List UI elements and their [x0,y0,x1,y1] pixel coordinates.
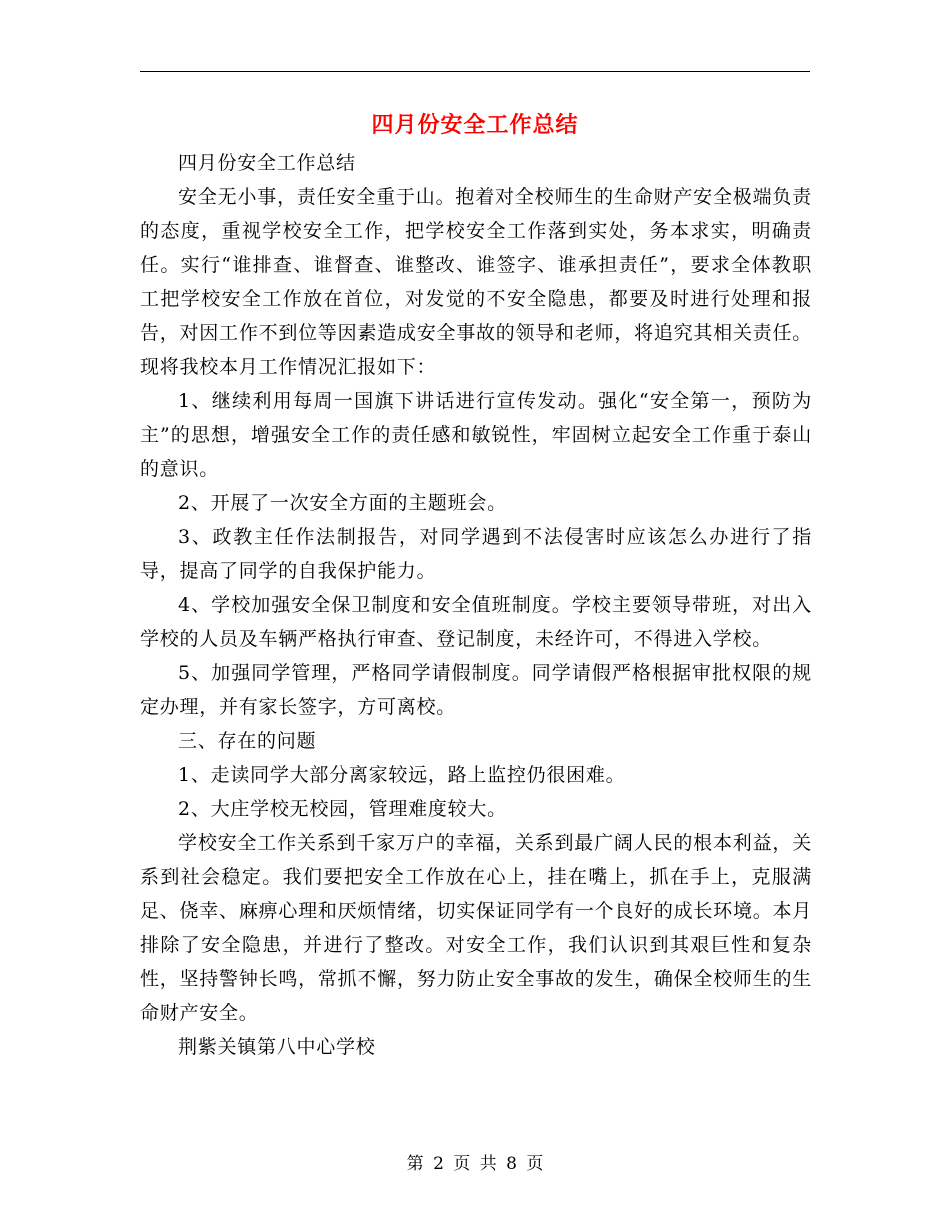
body-paragraph: 安全无小事，责任安全重于山。抱着对全校师生的生命财产安全极端负责的态度，重视学校安全工作，把学校安全工作落到实处，务本求实，明确责任。实行“谁排查、谁督查、谁整改、谁签字、谁承担责任”，要求全体教职工把学校安全工作放在首位，对发觉的不安全隐患，都要及时进行处理和报告，对因工作不到位等因素造成安全事故的领导和老师，将追究其相关责任。现将我校本月工作情况汇报如下： [140,186,812,378]
document-title: 四月份安全工作总结 [371,112,579,138]
body-paragraph: 3、政教主任作法制报告，对同学遇到不法侵害时应该怎么办进行了指导，提高了同学的自我保护能力。 [140,526,812,582]
body-paragraph: 1、继续利用每周一国旗下讲话进行宣传发动。强化“安全第一，预防为主”的思想，增强安全工作的责任感和敏锐性，牢固树立起安全工作重于泰山的意识。 [140,390,812,480]
body-paragraph: 2、大庄学校无校园，管理难度较大。 [178,798,507,820]
signature-line: 荆紫关镇第八中心学校 [178,1036,376,1058]
body-paragraph: 2、开展了一次安全方面的主题班会。 [178,492,507,514]
section-heading: 三、存在的问题 [178,730,317,752]
header-rule [140,71,810,72]
body-paragraph: 学校安全工作关系到千家万户的幸福，关系到最广阔人民的根本利益，关系到社会稳定。我们要把安全工作放在心上，挂在嘴上，抓在手上，克服满足、侥幸、麻痹心理和厌烦情绪，切实保证同学有一个良好的成长环境。本月排除了安全隐患，并进行了整改。对安全工作，我们认识到其艰巨性和复杂性，坚持警钟长鸣，常抓不懈，努力防止安全事故的发生，确保全校师生的生命财产安全。 [140,832,812,1024]
body-paragraph: 4、学校加强安全保卫制度和安全值班制度。学校主要领导带班，对出入学校的人员及车辆严格执行审查、登记制度，未经许可，不得进入学校。 [140,594,812,650]
document-body [140,146,812,1064]
body-paragraph: 四月份安全工作总结 [178,152,356,174]
body-paragraph: 1、走读同学大部分离家较远，路上监控仍很困难。 [178,764,626,786]
body-paragraph: 5、加强同学管理，严格同学请假制度。同学请假严格根据审批权限的规定办理，并有家长签字，方可离校。 [140,662,812,718]
page-number-footer: 第 2 页 共 8 页 [406,1154,544,1174]
